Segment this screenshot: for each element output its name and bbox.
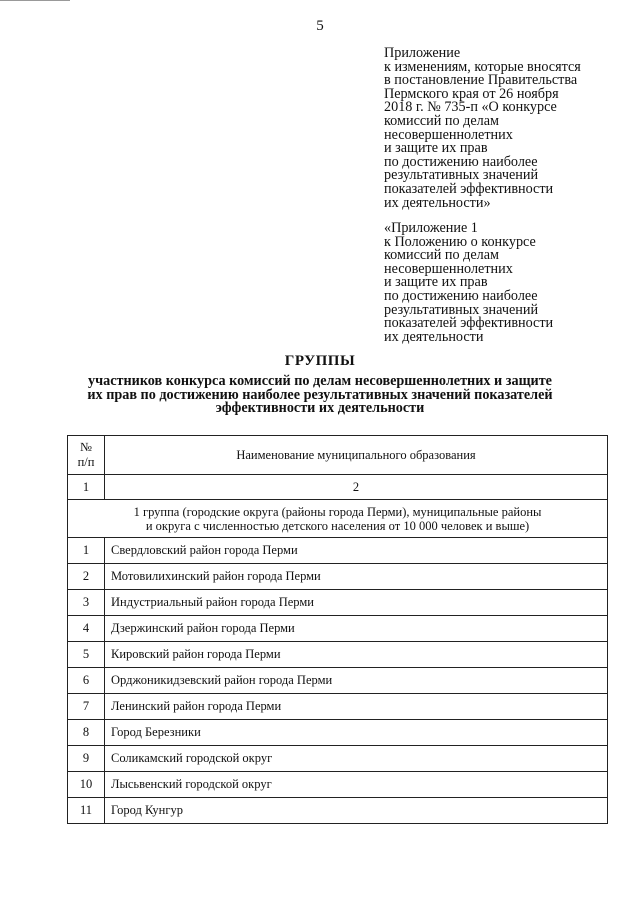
table-row bbox=[68, 590, 608, 616]
annex-header-block bbox=[384, 47, 624, 210]
municipality-name: Мотовилихинский район города Перми bbox=[105, 564, 608, 590]
table-row bbox=[68, 642, 608, 668]
row-number: 7 bbox=[68, 694, 105, 720]
table-row bbox=[68, 720, 608, 746]
row-number: 1 bbox=[68, 538, 105, 564]
annex-line: показателей эффективности bbox=[384, 180, 554, 197]
municipality-name: Соликамский городской округ bbox=[105, 746, 608, 772]
municipality-name: Свердловский район города Перми bbox=[105, 538, 608, 564]
column-index-2: 2 bbox=[105, 475, 608, 500]
subtitle-line: участников конкурса комиссий по делам несовершеннолетних и защите bbox=[88, 373, 552, 389]
document-subtitle bbox=[70, 375, 570, 416]
column-index-row bbox=[68, 475, 608, 500]
municipality-name: Орджоникидзевский район города Перми bbox=[105, 668, 608, 694]
municipality-name: Город Березники bbox=[105, 720, 608, 746]
annex-line: Пермского края от 26 ноября bbox=[384, 85, 559, 102]
header-name-cell: Наименование муниципального образования bbox=[105, 436, 608, 475]
table-row bbox=[68, 772, 608, 798]
appendix-line: «Приложение 1 bbox=[384, 220, 478, 236]
municipality-name: Город Кунгур bbox=[105, 798, 608, 824]
row-number: 5 bbox=[68, 642, 105, 668]
municipality-name: Дзержинский район города Перми bbox=[105, 616, 608, 642]
row-number: 6 bbox=[68, 668, 105, 694]
row-number: 10 bbox=[68, 772, 105, 798]
appendix-header-block bbox=[384, 222, 624, 344]
page-number: 5 bbox=[316, 18, 324, 34]
row-number: 8 bbox=[68, 720, 105, 746]
table-row bbox=[68, 798, 608, 824]
row-number: 4 bbox=[68, 616, 105, 642]
annex-line: и защите их прав bbox=[384, 140, 488, 157]
annex-line: 2018 г. № 735-п «О конкурсе bbox=[384, 99, 557, 116]
group-heading-row bbox=[68, 500, 608, 538]
table-body bbox=[68, 538, 608, 824]
row-number: 9 bbox=[68, 746, 105, 772]
group-heading-cell bbox=[68, 500, 608, 538]
table-row bbox=[68, 694, 608, 720]
header-number-cell bbox=[68, 436, 105, 475]
header-number-abbr: п/п bbox=[77, 455, 95, 469]
appendix-line: и защите их прав bbox=[384, 274, 488, 291]
appendix-line: комиссий по делам bbox=[384, 247, 499, 264]
subtitle-line: их прав по достижению наиболее результативных значений показателей bbox=[87, 386, 553, 403]
appendix-line: показателей эффективности bbox=[384, 315, 554, 332]
annex-line: по достижению наиболее bbox=[384, 153, 538, 170]
municipality-name: Лысьвенский городской округ bbox=[105, 772, 608, 798]
appendix-line: их деятельности bbox=[384, 328, 484, 345]
table-row bbox=[68, 746, 608, 772]
municipality-name: Кировский район города Перми bbox=[105, 642, 608, 668]
annex-line: в постановление Правительства bbox=[384, 72, 578, 89]
table-row bbox=[68, 564, 608, 590]
appendix-line: результативных значений bbox=[384, 301, 539, 318]
row-number: 11 bbox=[68, 798, 105, 824]
groups-table bbox=[67, 435, 608, 824]
subtitle-line: эффективности их деятельности bbox=[215, 400, 425, 417]
annex-line: к изменениям, которые вносятся bbox=[384, 58, 581, 75]
group-heading-line: и округа с численностью детского населения от 10 000 человек и выше) bbox=[145, 518, 530, 533]
municipality-name: Индустриальный район города Перми bbox=[105, 590, 608, 616]
annex-line: несовершеннолетних bbox=[384, 126, 513, 143]
row-number: 2 bbox=[68, 564, 105, 590]
annex-line: их деятельности» bbox=[384, 194, 491, 211]
document-title: ГРУППЫ bbox=[284, 353, 356, 369]
table-row bbox=[68, 668, 608, 694]
annex-line: комиссий по делам bbox=[384, 112, 499, 129]
column-index-1: 1 bbox=[68, 475, 105, 500]
table-row bbox=[68, 616, 608, 642]
table-row bbox=[68, 538, 608, 564]
appendix-line: по достижению наиболее bbox=[384, 287, 538, 304]
municipality-name: Ленинский район города Перми bbox=[105, 694, 608, 720]
annex-line: результативных значений bbox=[384, 167, 539, 184]
appendix-line: к Положению о конкурсе bbox=[384, 233, 536, 250]
row-number: 3 bbox=[68, 590, 105, 616]
appendix-line: несовершеннолетних bbox=[384, 260, 513, 277]
table-header-row bbox=[68, 436, 608, 475]
annex-line: Приложение bbox=[384, 45, 461, 61]
scan-edge-line bbox=[0, 0, 70, 1]
header-number-sign: № bbox=[80, 440, 92, 454]
group-heading-line: 1 группа (городские округа (районы города Перми), муниципальные районы bbox=[133, 504, 542, 519]
